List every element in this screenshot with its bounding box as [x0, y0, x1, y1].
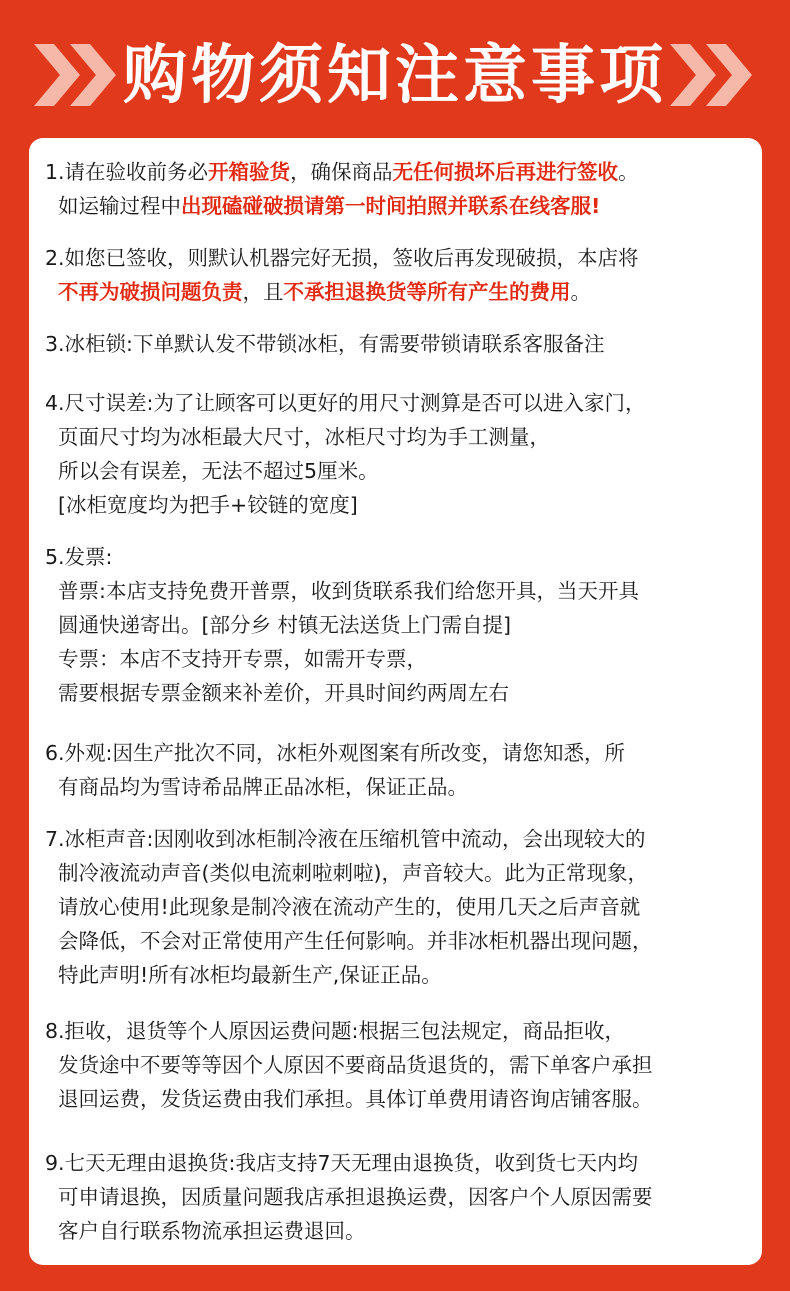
notice-text: 普票:本店支持免费开普票，收到货联系我们给您开具，当天开具 — [45, 579, 639, 603]
notice-item-8 — [45, 1014, 756, 1116]
notice-text: 退回运费，发货运费由我们承担。具体订单费用请咨询店铺客服。 — [45, 1087, 653, 1111]
notice-item-6 — [45, 736, 756, 804]
notice-line — [45, 189, 756, 223]
notice-text: 会降低，不会对正常使用产生任何影响。并非冰柜机器出现问题， — [45, 929, 653, 953]
notice-line — [45, 1014, 756, 1048]
notice-text: 客户自行联系物流承担运费退回。 — [45, 1219, 366, 1243]
notice-line — [45, 155, 756, 189]
notice-line — [45, 770, 756, 804]
notice-text: 制冷液流动声音(类似电流刺啦刺啦)，声音较大。此为正常现象， — [45, 861, 649, 885]
notice-text: 。 — [570, 280, 592, 304]
header-banner — [0, 0, 790, 138]
notice-line — [45, 1214, 756, 1248]
notice-card — [29, 138, 762, 1265]
notice-text: 9.七天无理由退换货:我店支持7天无理由退换货，收到货七天内均 — [45, 1151, 639, 1175]
notice-line — [45, 1180, 756, 1214]
notice-text: 7.冰柜声音:因刚收到冰柜制冷液在压缩机管中流动，会出现较大的 — [45, 827, 646, 851]
notice-line — [45, 1082, 756, 1116]
notice-line — [45, 574, 756, 608]
highlight-text: 出现磕碰破损请第一时间拍照并联系在线客服! — [181, 194, 601, 218]
highlight-text: 不承担退换货等所有产生的费用 — [283, 280, 571, 304]
notice-text: 4.尺寸误差:为了让顾客可以更好的用尺寸测算是否可以进入家门， — [45, 391, 646, 415]
notice-text: 有商品均为雪诗希品牌正品冰柜，保证正品。 — [45, 775, 469, 799]
notice-item-4 — [45, 386, 756, 522]
notice-text: 8.拒收，退货等个人原因运费问题:根据三包法规定，商品拒收， — [45, 1019, 625, 1043]
notice-text: 请放心使用!此现象是制冷液在流动产生的，使用几天之后声音就 — [45, 895, 641, 919]
notice-line — [45, 856, 756, 890]
notice-text: 2.如您已签收，则默认机器完好无损，签收后再发现破损，本店将 — [45, 246, 639, 270]
notice-text: ，确保商品 — [290, 160, 393, 184]
notice-line — [45, 608, 756, 642]
highlight-text: 开箱验货 — [208, 160, 291, 184]
notice-line — [45, 924, 756, 958]
notice-text: 特此声明!所有冰柜均最新生产,保证正品。 — [45, 963, 442, 987]
notice-text: 。 — [618, 160, 639, 184]
notice-line — [45, 958, 756, 992]
notice-line — [45, 241, 756, 275]
notice-text: [冰柜宽度均为把手+铰链的宽度] — [45, 493, 358, 517]
notice-item-2 — [45, 241, 756, 309]
notice-line — [45, 454, 756, 488]
notice-text: 页面尺寸均为冰柜最大尺寸，冰柜尺寸均为手工测量， — [45, 425, 551, 449]
notice-line — [45, 327, 756, 361]
notice-text: 如运输过程中 — [45, 194, 182, 218]
highlight-text: 无任何损坏后再进行签收 — [392, 160, 619, 184]
notice-line — [45, 386, 756, 420]
notice-text: 可申请退换，因质量问题我店承担退换运费，因客户个人原因需要 — [45, 1185, 653, 1209]
notice-line — [45, 420, 756, 454]
notice-line — [45, 275, 756, 309]
notice-line — [45, 488, 756, 522]
notice-text: 所以会有误差，无法不超过5厘米。 — [45, 459, 379, 483]
notice-line — [45, 890, 756, 924]
notice-text: 1.请在验收前务必 — [45, 160, 209, 184]
notice-text: 专票：本店不支持开专票，如需开专票， — [45, 647, 428, 671]
notice-text: 需要根据专票金额来补差价，开具时间约两周左右 — [45, 681, 510, 705]
notice-line — [45, 736, 756, 770]
page-title: 购物须知注意事项 — [123, 39, 667, 113]
notice-line — [45, 822, 756, 856]
notice-item-5 — [45, 540, 756, 710]
notice-line — [45, 642, 756, 676]
notice-line — [45, 1146, 756, 1180]
notice-line — [45, 1048, 756, 1082]
notice-text: 5.发票: — [45, 545, 113, 569]
notice-text — [45, 280, 58, 304]
notice-item-3 — [45, 327, 756, 361]
notice-text: 6.外观:因生产批次不同，冰柜外观图案有所改变，请您知悉，所 — [45, 741, 625, 765]
chevron-right-icon — [670, 44, 756, 106]
notice-text: 发货途中不要等等因个人原因不要商品货退货的，需下单客户承担 — [45, 1053, 653, 1077]
notice-line — [45, 540, 756, 574]
notice-item-9 — [45, 1146, 756, 1248]
notice-text: ，且 — [242, 280, 284, 304]
highlight-text: 不再为破损问题负责 — [58, 280, 243, 304]
notice-item-1 — [45, 155, 756, 223]
notice-item-7 — [45, 822, 756, 992]
notice-line — [45, 676, 756, 710]
notice-text: 圆通快递寄出。[部分乡 村镇无法送货上门需自提] — [45, 613, 512, 637]
notice-text: 3.冰柜锁:下单默认发不带锁冰柜，有需要带锁请联系客服备注 — [45, 332, 605, 356]
